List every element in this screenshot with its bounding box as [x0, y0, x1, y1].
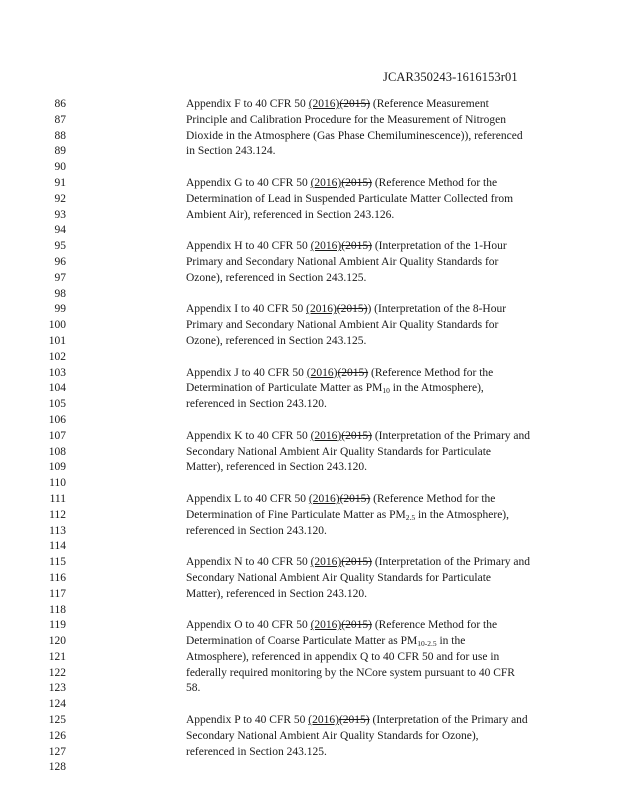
entry-text: Appendix J to 40 CFR 50 — [186, 366, 307, 379]
line-number: 95 — [54, 240, 66, 253]
deleted-year: (2015) — [341, 240, 372, 253]
line-number: 125 — [48, 714, 66, 727]
line-number: 118 — [49, 603, 66, 616]
appendix-entry — [186, 713, 566, 760]
appendix-entry — [186, 176, 566, 223]
line-number: 116 — [49, 571, 66, 584]
appendix-entry — [186, 618, 566, 697]
entry-line: Secondary National Ambient Air Quality Standards for Particulate — [186, 445, 491, 458]
line-number: 88 — [54, 129, 66, 142]
line-number: 108 — [48, 445, 66, 458]
line-number: 111 — [49, 492, 66, 505]
line-number: 96 — [54, 255, 66, 268]
line-number: 89 — [54, 145, 66, 158]
subscript: 2.5 — [405, 512, 416, 522]
entry-text: (Interpretation of the Primary and — [369, 714, 528, 727]
entry-text: Determination of Particulate Matter as PM — [186, 382, 383, 395]
entry-text: Appendix I to 40 CFR 50 — [186, 303, 307, 316]
inserted-year: (2016) — [310, 429, 342, 442]
line-number: 86 — [54, 98, 66, 110]
entry-line: Principle and Calibration Procedure for the Measurement of Nitrogen — [186, 113, 506, 126]
entry-line: referenced in Section 243.120. — [186, 524, 327, 537]
entry-text: Determination of Fine Particulate Matter as PM — [186, 508, 406, 521]
deleted-year: (2015) — [338, 714, 370, 727]
entry-text: (Reference Method for the — [371, 619, 498, 632]
entry-text: (Reference Measurement — [370, 98, 489, 110]
line-number: 122 — [48, 666, 66, 679]
entry-text: in the — [436, 635, 466, 648]
entry-text: Determination of Coarse Particulate Matter as PM — [186, 635, 418, 648]
subscript: 10-2.5 — [417, 639, 437, 649]
deleted-year: (2015) — [339, 492, 371, 505]
line-number: 99 — [54, 303, 66, 316]
document-id: JCAR350243-1616153r01 — [383, 70, 518, 84]
line-number: 103 — [48, 366, 66, 379]
inserted-year: (2016) — [308, 98, 340, 110]
inserted-year: (2016) — [310, 556, 342, 569]
subscript: 10 — [382, 386, 390, 396]
line-number: 112 — [49, 508, 66, 521]
entry-line: Matter), referenced in Section 243.120. — [186, 587, 368, 600]
line-number: 94 — [54, 224, 66, 237]
deleted-year: (2015) — [339, 98, 371, 110]
line-number: 92 — [54, 192, 66, 205]
entry-line: Atmosphere), referenced in appendix Q to 40 CFR 50 and for use in — [186, 650, 500, 663]
entry-line: Dioxide in the Atmosphere (Gas Phase Chemiluminescence)), referenced — [186, 129, 523, 142]
line-number: 90 — [54, 161, 66, 174]
entry-text: Appendix L to 40 CFR 50 — [186, 492, 309, 505]
entry-line: in Section 243.124. — [186, 145, 276, 158]
line-number: 100 — [48, 319, 66, 332]
entry-text: in the Atmosphere), — [415, 508, 510, 521]
entry-text: (Reference Method for the — [370, 492, 496, 505]
appendix-entry — [186, 492, 566, 539]
appendix-entry — [186, 239, 566, 286]
line-number: 119 — [49, 619, 66, 632]
entry-text: in the Atmosphere), — [389, 382, 484, 395]
deleted-year: (2015) — [341, 556, 372, 569]
line-number: 126 — [48, 729, 66, 742]
line-number: 115 — [49, 556, 66, 569]
entry-text: Appendix F to 40 CFR 50 — [186, 98, 309, 110]
inserted-year: (2016) — [310, 240, 342, 253]
entry-line: 58. — [186, 682, 201, 695]
entry-line: Matter), referenced in Section 243.120. — [186, 461, 368, 474]
line-number: 101 — [48, 334, 66, 347]
line-number: 107 — [48, 429, 66, 442]
entry-text: Appendix G to 40 CFR 50 — [186, 176, 311, 189]
inserted-year: (2016) — [310, 176, 342, 189]
line-number: 127 — [48, 745, 66, 758]
entry-text: (Reference Method for the — [368, 366, 494, 379]
inserted-year: (2016) — [308, 714, 339, 727]
deleted-year: (2015) — [341, 176, 372, 189]
line-number: 98 — [54, 287, 66, 300]
line-number: 102 — [48, 350, 66, 363]
line-number: 121 — [48, 650, 66, 663]
appendix-entry — [186, 429, 566, 476]
line-number: 110 — [49, 477, 66, 490]
appendix-entry — [186, 555, 566, 602]
line-number: 93 — [54, 208, 66, 221]
inserted-year: (2016) — [306, 303, 337, 316]
inserted-year: (2016) — [308, 492, 340, 505]
line-number: 104 — [48, 382, 66, 395]
deleted-year: (2015) — [336, 303, 368, 316]
line-number: 87 — [54, 113, 66, 126]
entry-line: Primary and Secondary National Ambient Air Quality Standards for — [186, 319, 499, 332]
entry-text: (Interpretation of the Primary and — [371, 429, 531, 442]
entry-line: Ambient Air), referenced in Section 243.126. — [186, 208, 395, 221]
deleted-year: (2015) — [341, 429, 372, 442]
line-number: 128 — [48, 761, 66, 774]
line-number: 105 — [48, 398, 66, 411]
entry-text: Appendix H to 40 CFR 50 — [186, 240, 311, 253]
entry-line: federally required monitoring by the NCore system pursuant to 40 CFR — [186, 666, 515, 679]
entry-text: (Interpretation of the Primary and — [371, 556, 531, 569]
entry-line: referenced in Section 243.125. — [186, 745, 327, 758]
line-number: 124 — [48, 698, 66, 711]
entry-text: Appendix K to 40 CFR 50 — [186, 429, 311, 442]
appendix-entry — [186, 366, 566, 413]
line-number-column — [0, 97, 66, 776]
entry-line: referenced in Section 243.120. — [186, 398, 327, 411]
appendix-entry — [186, 302, 566, 349]
entry-line: Primary and Secondary National Ambient Air Quality Standards for — [186, 255, 499, 268]
line-number: 123 — [48, 682, 66, 695]
inserted-year: (2016) — [306, 366, 338, 379]
entry-line: Secondary National Ambient Air Quality Standards for Particulate — [186, 571, 491, 584]
deleted-year: (2015) — [337, 366, 369, 379]
document-body — [186, 97, 566, 776]
entry-text: Appendix O to 40 CFR 50 — [186, 619, 311, 632]
entry-text: (Reference Method for the — [371, 176, 498, 189]
inserted-year: (2016) — [310, 619, 342, 632]
entry-line: Secondary National Ambient Air Quality Standards for Ozone), — [186, 729, 479, 742]
entry-line: Ozone), referenced in Section 243.125. — [186, 271, 367, 284]
line-number: 106 — [48, 413, 66, 426]
entry-text: (Interpretation of the 1-Hour — [371, 240, 507, 253]
entry-text: Appendix P to 40 CFR 50 — [186, 714, 309, 727]
entry-text: Appendix N to 40 CFR 50 — [186, 556, 311, 569]
line-number: 117 — [49, 587, 66, 600]
line-number: 114 — [49, 540, 66, 553]
entry-line: Ozone), referenced in Section 243.125. — [186, 334, 367, 347]
entry-line: Determination of Lead in Suspended Particulate Matter Collected from — [186, 192, 514, 205]
entry-text: ) (Interpretation of the 8-Hour — [367, 303, 507, 316]
line-number: 113 — [49, 524, 66, 537]
appendix-entry — [186, 97, 566, 160]
line-number: 91 — [54, 176, 66, 189]
line-number: 97 — [54, 271, 66, 284]
line-number: 120 — [48, 635, 66, 648]
line-number: 109 — [48, 461, 66, 474]
deleted-year: (2015) — [341, 619, 372, 632]
